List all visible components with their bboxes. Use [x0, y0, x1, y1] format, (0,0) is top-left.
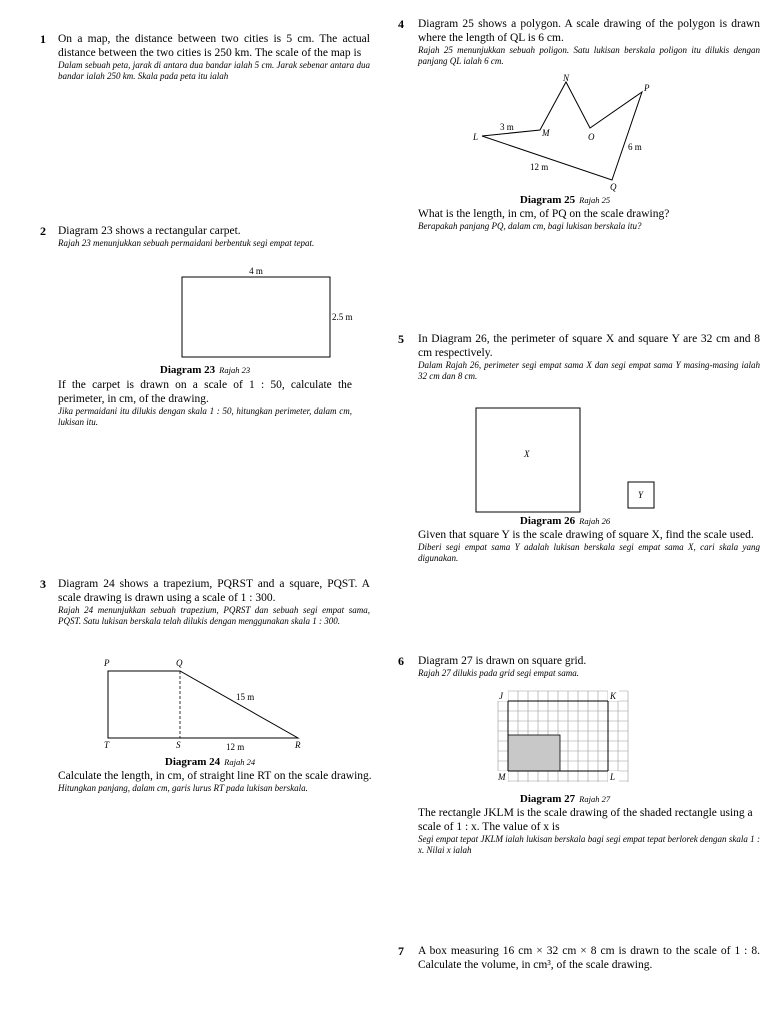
label-L: L [610, 772, 616, 782]
label-M: M [498, 772, 506, 782]
question-text-en: Diagram 23 shows a rectangular carpet. [58, 225, 241, 237]
question-text-ms: Dalam Rajah 26, perimeter segi empat sama X dan segi empat sama Y masing-masing ialah 32 cm dan 8 cm. [418, 360, 760, 381]
carpet-rectangle [182, 277, 330, 357]
question-text-en: If the carpet is drawn on a scale of 1 : 50, calculate the perimeter, in cm, of the drawing. [58, 379, 352, 405]
question-text-ms: Dalam sebuah peta, jarak di antara dua bandar ialah 5 cm. Jarak sebenar antara dua bandar ialah 250 km. Skala pada peta itu ialah [58, 60, 370, 81]
diagram-25 [470, 72, 670, 194]
question-number: 6 [398, 654, 404, 668]
shaded-rectangle [508, 735, 560, 771]
question-number: 2 [40, 224, 46, 238]
caption-diagram-24: Diagram 24 Rajah 24 [164, 756, 256, 768]
question-2-part [58, 378, 352, 428]
question-text-ms: Rajah 25 menunjukkan sebuah poligon. Satu lukisan berskala poligon itu dilukis dengan panjang QL ialah 6 cm. [418, 45, 760, 66]
label-P: P [644, 83, 650, 93]
label-length: 4 m [249, 266, 263, 276]
question-4-part [418, 207, 760, 232]
question-text-ms: Diberi segi empat sama Y adalah lukisan berskala segi empat sama X, cari skala yang digunakan. [418, 542, 760, 563]
question-4 [398, 17, 760, 67]
question-number: 1 [40, 32, 46, 46]
question-text-en: In Diagram 26, the perimeter of square X and square Y are 32 cm and 8 cm respectively. [418, 333, 760, 359]
question-text-en: Calculate the length, in cm, of straight line RT on the scale drawing. [58, 770, 372, 782]
label-Y: Y [638, 490, 644, 500]
question-text-en: Diagram 27 is drawn on square grid. [418, 655, 587, 667]
question-text-en: What is the length, in cm, of PQ on the scale drawing? [418, 208, 670, 220]
question-text-en: A box measuring 16 cm × 32 cm × 8 cm is drawn to the scale of 1 : 8. Calculate the volume, in cm³, of the scale drawing. [418, 945, 760, 971]
label-op: 6 m [628, 142, 642, 152]
question-2 [40, 224, 370, 249]
question-text-ms: Jika permaidani itu dilukis dengan skala 1 : 50, hitungkan perimeter, dalam cm, lukisan itu. [58, 406, 352, 427]
label-base: 12 m [226, 742, 245, 752]
label-M: M [542, 128, 550, 138]
question-7 [398, 944, 760, 972]
caption-diagram-25: Diagram 25 Rajah 25 [519, 194, 611, 206]
caption-diagram-27: Diagram 27 Rajah 27 [519, 793, 611, 805]
label-slant: 15 m [236, 692, 255, 702]
question-text-en: On a map, the distance between two cities is 5 cm. The actual distance between the two cities is 250 km. The scale of the map is [58, 33, 370, 59]
question-text-ms: Berapakah panjang PQ, dalam cm, bagi lukisan berskala itu? [418, 221, 642, 231]
question-3-part [58, 769, 374, 794]
diagram-27 [494, 687, 634, 787]
label-width: 2.5 m [332, 312, 353, 322]
question-3 [40, 577, 370, 627]
caption-diagram-23: Diagram 23 Rajah 23 [159, 364, 251, 376]
diagram-26 [470, 402, 670, 514]
diagram-24 [96, 656, 316, 754]
question-text-ms: Rajah 27 dilukis pada grid segi empat sama. [418, 668, 579, 678]
question-text-en: The rectangle JKLM is the scale drawing of the shaded rectangle using a scale of 1 : x. The value of x is [418, 807, 753, 833]
question-6-part [418, 806, 760, 856]
question-1 [40, 32, 370, 82]
question-5 [398, 332, 760, 382]
caption-diagram-26: Diagram 26 Rajah 26 [519, 515, 611, 527]
label-L: L [473, 132, 479, 142]
label-T: T [104, 740, 110, 750]
label-Q: Q [176, 658, 183, 668]
question-5-part [418, 528, 760, 564]
label-X: X [524, 449, 530, 459]
question-6 [398, 654, 760, 679]
label-S: S [176, 740, 181, 750]
label-J: J [499, 691, 503, 701]
trapezium-PQRST [108, 671, 298, 738]
question-text-en: Diagram 24 shows a trapezium, PQRST and a square, PQST. A scale drawing is drawn using a scale of 1 : 300. [58, 578, 370, 604]
square-X [476, 408, 580, 512]
label-P: P [104, 658, 110, 668]
label-O: O [588, 132, 595, 142]
label-N: N [563, 73, 570, 83]
diagram-23 [170, 262, 370, 362]
question-number: 4 [398, 17, 404, 31]
question-number: 3 [40, 577, 46, 591]
label-K: K [610, 691, 617, 701]
label-lm: 3 m [500, 122, 514, 132]
question-number: 5 [398, 332, 404, 346]
question-text-ms: Rajah 24 menunjukkan sebuah trapezium, PQRST dan sebuah segi empat sama, PQST. Satu lukisan berskala telah dilukis dengan menggunakan skala 1 : 300. [58, 605, 370, 626]
label-R: R [295, 740, 301, 750]
label-lq: 12 m [530, 162, 549, 172]
question-text-en: Given that square Y is the scale drawing of square X, find the scale used. [418, 529, 754, 541]
question-number: 7 [398, 944, 404, 958]
label-Q: Q [610, 182, 617, 192]
question-text-ms: Segi empat tepat JKLM ialah lukisan berskala bagi segi empat tepat berlorek dengan skala 1 : x. Nilai x ialah [418, 834, 760, 855]
question-text-ms: Rajah 23 menunjukkan sebuah permaidani berbentuk segi empat tepat. [58, 238, 315, 248]
question-text-en: Diagram 25 shows a polygon. A scale drawing of the polygon is drawn where the length of QL is 6 cm. [418, 18, 760, 44]
question-text-ms: Hitungkan panjang, dalam cm, garis lurus RT pada lukisan berskala. [58, 783, 308, 793]
